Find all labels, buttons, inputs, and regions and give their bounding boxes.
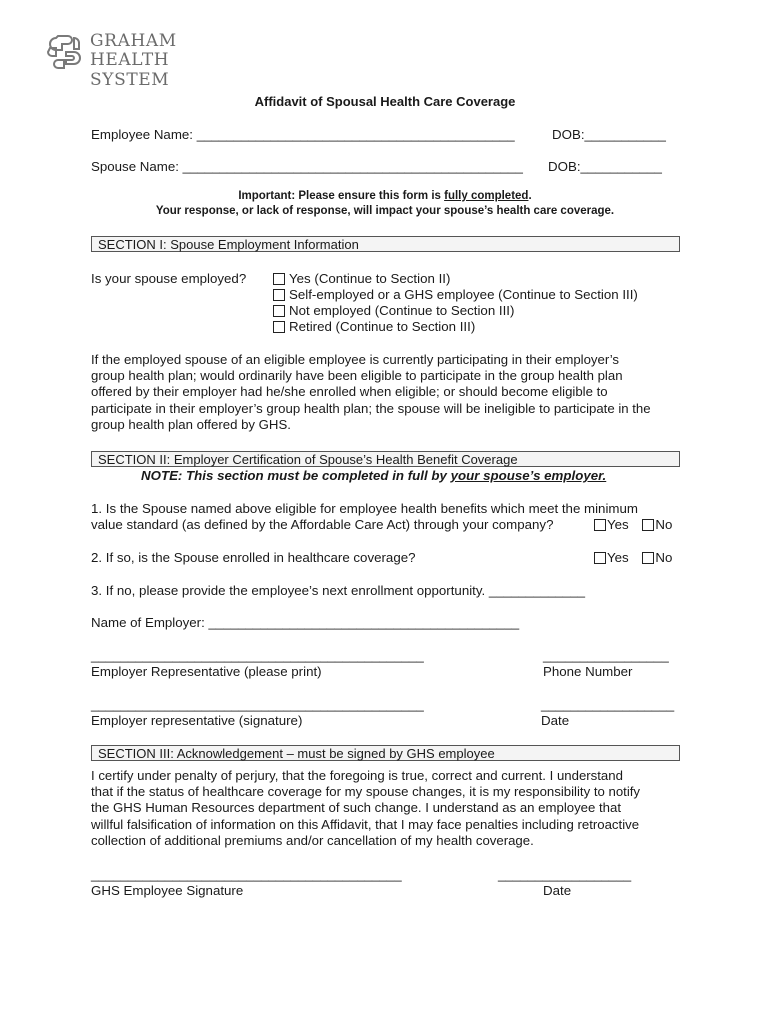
important-underlined: fully completed xyxy=(444,190,529,202)
spouse-dob-row xyxy=(548,159,662,174)
section-3-paragraph xyxy=(91,768,691,849)
option-self-employed-label: Self-employed or a GHS employee (Continue to Section III) xyxy=(289,287,638,302)
spouse-name-label: Spouse Name: xyxy=(91,159,179,174)
q1-yes-label: Yes xyxy=(607,517,629,532)
q1-no-checkbox[interactable] xyxy=(642,519,654,531)
employee-name-field[interactable]: ___________________________________________ xyxy=(196,127,515,142)
option-not-employed-checkbox[interactable] xyxy=(273,305,285,317)
question-3 xyxy=(91,583,585,598)
question-2-answers xyxy=(594,550,672,565)
employer-name-label: Name of Employer: xyxy=(91,615,205,630)
q2-yes-checkbox[interactable] xyxy=(594,552,606,564)
q1-yes-checkbox[interactable] xyxy=(594,519,606,531)
option-self-employed xyxy=(273,287,638,303)
paragraph-line: group health plan offered by GHS. xyxy=(91,416,291,432)
paragraph-line: participate in their employer’s group health plan; the spouse will be ineligible to participate in the xyxy=(91,400,651,416)
form-title: Affidavit of Spousal Health Care Coverage xyxy=(254,94,516,109)
spouse-name-row xyxy=(91,159,523,174)
option-not-employed xyxy=(273,303,638,319)
section-2-heading: SECTION II: Employer Certification of Spouse’s Health Benefit Coverage xyxy=(91,451,680,467)
employee-dob-field[interactable]: ___________ xyxy=(584,127,666,142)
employee-dob-label: DOB: xyxy=(552,127,585,142)
question-1-line-1: 1. Is the Spouse named above eligible for employee health benefits which meet the minimum xyxy=(91,501,638,516)
option-retired-label: Retired (Continue to Section III) xyxy=(289,319,476,334)
rep-sign-field[interactable]: _____________________________________________ xyxy=(91,697,424,712)
paragraph-line: the GHS Human Resources department of such change. I understand as an employee that xyxy=(91,800,622,816)
employer-name-row xyxy=(91,615,519,630)
paragraph-line: If the employed spouse of an eligible employee is currently participating in their employer’s xyxy=(91,352,620,367)
paragraph-line: group health plan; would ordinarily have been eligible to participate in the group health plan xyxy=(91,368,623,384)
note-underlined: your spouse’s employer. xyxy=(450,468,607,483)
graham-health-system-logo xyxy=(44,30,244,90)
important-suffix: . xyxy=(528,190,532,202)
question-1-line-2: value standard (as defined by the Affordable Care Act) through your company? xyxy=(91,517,554,532)
logo-line-2: HEALTH SYSTEM xyxy=(90,50,170,90)
paragraph-line: collection of additional premiums and/or cancellation of my health coverage. xyxy=(91,832,534,848)
employee-signature-field[interactable]: __________________________________________ xyxy=(91,867,402,882)
section-3-heading: SECTION III: Acknowledgement – must be signed by GHS employee xyxy=(91,745,680,761)
interlocking-hearts-logo-icon xyxy=(44,30,88,74)
important-prefix: Important: Please ensure this form is xyxy=(238,190,445,202)
paragraph-line: I certify under penalty of perjury, that the foregoing is true, correct and current. I understand xyxy=(91,768,623,783)
option-self-employed-checkbox[interactable] xyxy=(273,289,285,301)
employee-name-label: Employee Name: xyxy=(91,127,193,142)
important-note xyxy=(0,190,770,202)
employee-dob-row xyxy=(552,127,666,142)
employee-date-field[interactable]: __________________ xyxy=(498,867,632,882)
logo-line-1: GRAHAM xyxy=(90,31,177,51)
question-3-text: 3. If no, please provide the employee’s next enrollment opportunity. xyxy=(91,583,486,598)
option-retired xyxy=(273,319,638,335)
rep-date-label: Date xyxy=(541,713,570,728)
note-prefix: NOTE: This section must be completed in full by xyxy=(141,468,451,483)
enrollment-opportunity-field[interactable]: _____________ xyxy=(488,583,586,598)
paragraph-line: offered by their employer had he/she enrolled when eligible; or should become eligible to xyxy=(91,384,608,400)
question-2: 2. If so, is the Spouse enrolled in healthcare coverage? xyxy=(91,550,416,565)
employee-date-label: Date xyxy=(543,883,572,898)
employee-name-row xyxy=(91,127,515,142)
spouse-dob-label: DOB: xyxy=(548,159,581,174)
phone-label: Phone Number xyxy=(543,664,633,679)
option-not-employed-label: Not employed (Continue to Section III) xyxy=(289,303,515,318)
rep-sign-label: Employer representative (signature) xyxy=(91,713,303,728)
spouse-dob-field[interactable]: ___________ xyxy=(580,159,662,174)
rep-print-label: Employer Representative (please print) xyxy=(91,664,322,679)
paragraph-line: that if the status of healthcare coverage for my spouse changes, it is my responsibility to notify xyxy=(91,784,641,800)
q2-no-label: No xyxy=(655,550,673,565)
employer-name-field[interactable]: __________________________________________ xyxy=(208,615,520,630)
employee-signature-label: GHS Employee Signature xyxy=(91,883,244,898)
rep-print-field[interactable]: _____________________________________________ xyxy=(91,648,424,663)
section-2-note xyxy=(141,468,606,483)
option-yes xyxy=(273,271,638,287)
paragraph-line: willful falsification of information on this Affidavit, that I may face penalties including retroactive xyxy=(91,816,640,832)
response-note: Your response, or lack of response, will impact your spouse’s health care coverage. xyxy=(155,205,615,217)
option-yes-label: Yes (Continue to Section II) xyxy=(289,271,451,286)
section-1-heading: SECTION I: Spouse Employment Information xyxy=(91,236,680,252)
rep-date-field[interactable]: __________________ xyxy=(541,697,675,712)
option-retired-checkbox[interactable] xyxy=(273,321,285,333)
q2-no-checkbox[interactable] xyxy=(642,552,654,564)
spouse-name-field[interactable]: ______________________________________________ xyxy=(182,159,523,174)
phone-field[interactable]: _________________ xyxy=(543,648,669,663)
question-1-answers xyxy=(594,517,672,532)
q1-no-label: No xyxy=(655,517,673,532)
spouse-employed-question: Is your spouse employed? xyxy=(91,271,247,286)
employment-options xyxy=(273,271,638,335)
option-yes-checkbox[interactable] xyxy=(273,273,285,285)
q2-yes-label: Yes xyxy=(607,550,629,565)
section-1-paragraph xyxy=(91,352,691,433)
